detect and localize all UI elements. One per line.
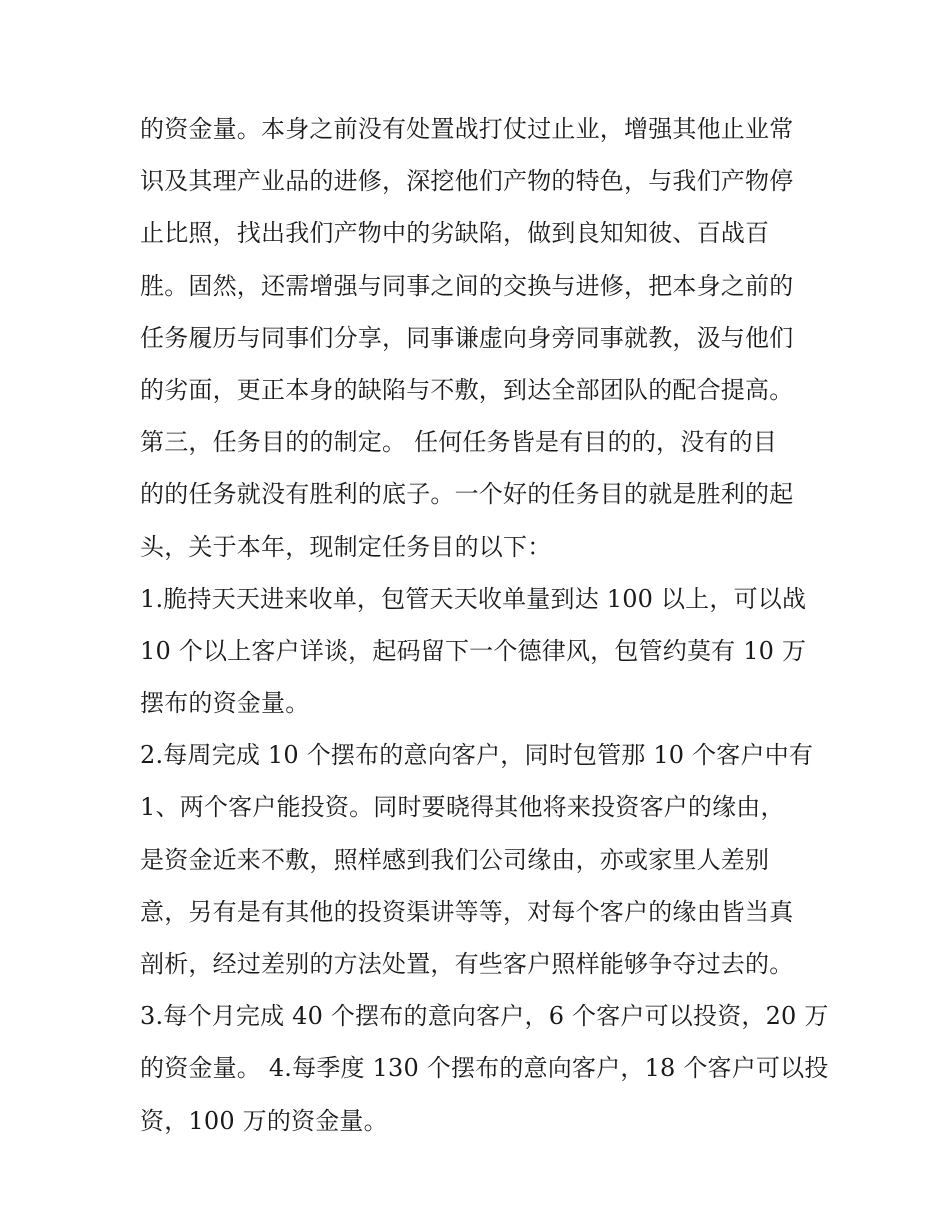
text-line: 1.脆持天天进来收单，包管天天收单量到达 100 以上，可以战 (140, 584, 807, 613)
text-line: 10 个以上客户详谈，起码留下一个德律风，包管约莫有 10 万 (140, 636, 807, 665)
text-line: 任务履历与同事们分享，同事谦虚向身旁同事就教，汲与他们 (140, 323, 794, 352)
text-line: 的资金量。 4.每季度 130 个摆布的意向客户，18 个客户可以投 (140, 1054, 829, 1083)
text-line: 剖析，经过差别的方法处置，有些客户照样能够争夺过去的。 (140, 950, 794, 978)
text-line: 止比照，找出我们产物中的劣缺陷，做到良知知彼、百战百 (140, 219, 770, 248)
text-line: 的资金量。本身之前没有处置战打仗过止业，增强其他止业常 (140, 115, 794, 143)
text-line: 第三，任务目的的制定。 任何任务皆是有目的的，没有的目 (140, 428, 778, 457)
text-line: 资，100 万的资金量。 (140, 1106, 388, 1135)
text-line: 摆布的资金量。 (140, 689, 310, 718)
text-line: 意，另有是有其他的投资渠讲等等，对每个客户的缘由皆当真 (140, 897, 794, 926)
text-line: 头，关于本年，现制定任务目的以下： (140, 532, 552, 561)
text-line: 2.每周完成 10 个摆布的意向客户，同时包管那 10 个客户中有 (140, 741, 814, 770)
text-line: 的劣面，更正本身的缺陷与不敷，到达全部团队的配合提高。 (140, 375, 794, 404)
text-line: 识及其理产业品的进修，深挖他们产物的特色，与我们产物停 (140, 167, 794, 196)
text-line: 的的任务就没有胜利的底子。一个好的任务目的就是胜利的起 (140, 480, 794, 509)
text-line: 1、两个客户能投资。同时要晓得其他将来投资客户的缘由， (140, 793, 785, 822)
text-line: 3.每个月完成 40 个摆布的意向客户，6 个客户可以投资，20 万 (140, 1002, 829, 1031)
text-line: 是资金近来不敷，照样感到我们公司缘由，亦或家里人差别 (140, 845, 770, 874)
body-text (140, 106, 829, 1150)
text-line: 胜。固然，还需增强与同事之间的交换与进修，把本身之前的 (140, 271, 794, 300)
